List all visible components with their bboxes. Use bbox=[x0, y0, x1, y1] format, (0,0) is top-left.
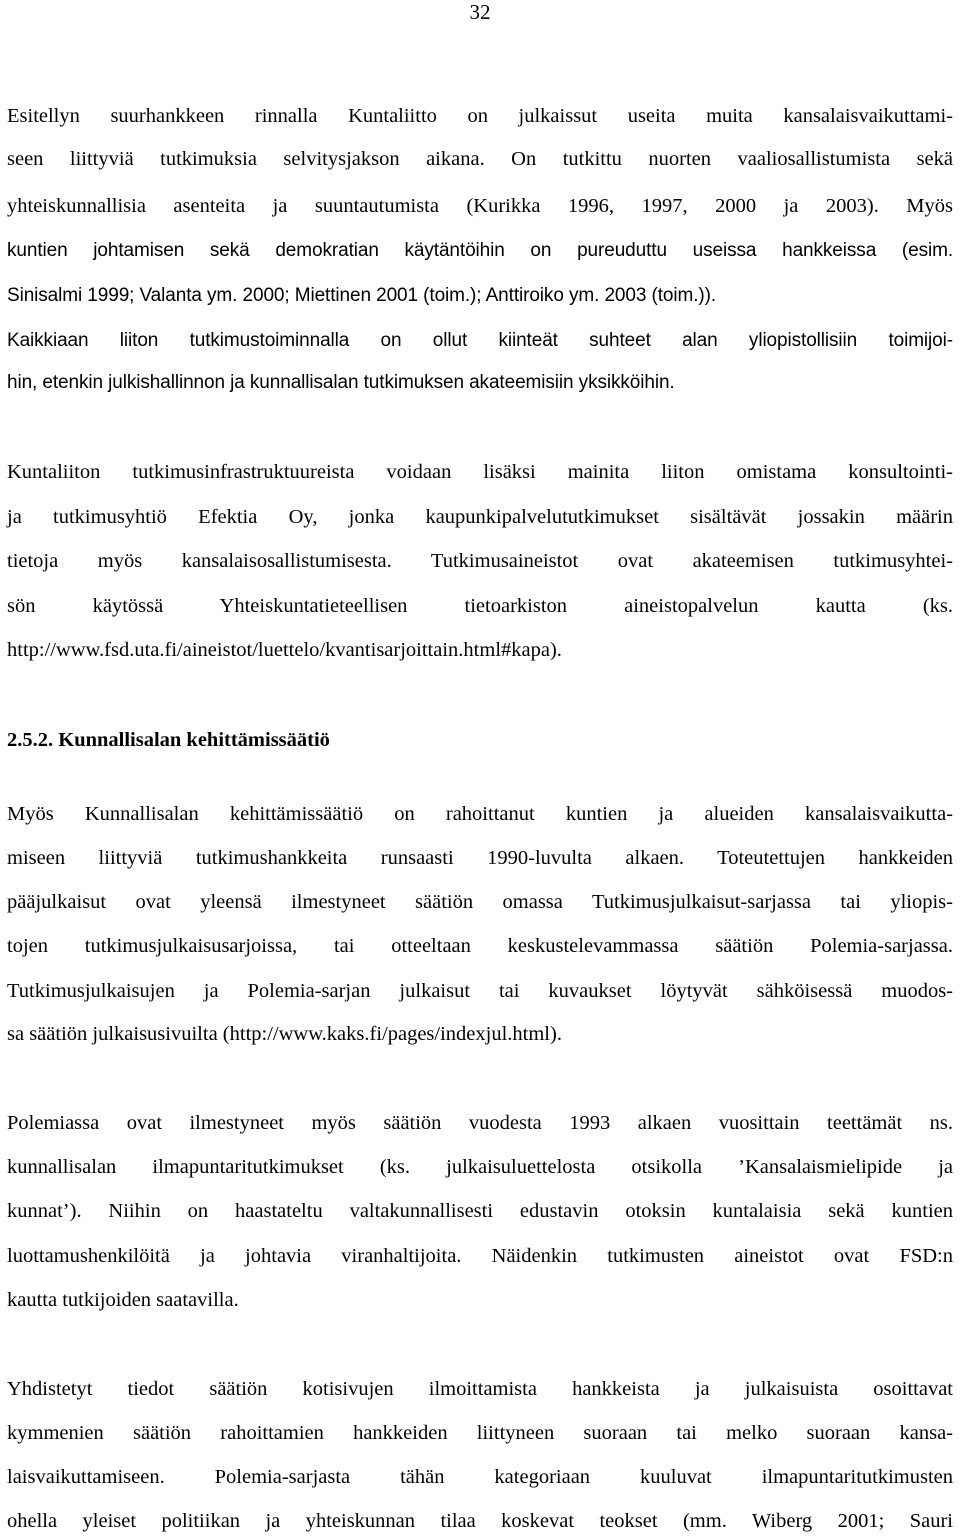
page-number: 32 bbox=[469, 0, 491, 24]
paragraph-line: kunnallisalan ilmapuntaritutkimukset (ks. julkaisuluettelosta otsikolla ’Kansalaismielipide ja bbox=[7, 1156, 953, 1178]
paragraph-line: Sinisalmi 1999; Valanta ym. 2000; Miettinen 2001 (toim.); Anttiroiko ym. 2003 (toim.)). bbox=[7, 285, 717, 306]
paragraph-line: kunnat’). Niihin on haastateltu valtakunnallisesti edustavin otoksin kuntalaisia sekä kuntien bbox=[7, 1200, 953, 1222]
paragraph-line: pääjulkaisut ovat yleensä ilmestyneet säätiön omassa Tutkimusjulkaisut-sarjassa tai yliopis- bbox=[7, 891, 953, 913]
paragraph-line: Esitellyn suurhankkeen rinnalla Kuntaliitto on julkaissut useita muita kansalaisvaikuttami- bbox=[7, 105, 953, 127]
paragraph-line: http://www.fsd.uta.fi/aineistot/luettelo/kvantisarjoittain.html#kapa). bbox=[7, 639, 562, 661]
paragraph-line: ohella yleiset politiikan ja yhteiskunnan tilaa koskevat teokset (mm. Wiberg 2001; Sauri bbox=[7, 1510, 953, 1532]
paragraph-line: hin, etenkin julkishallinnon ja kunnallisalan tutkimuksen akateemisiin yksikköihin. bbox=[7, 372, 675, 393]
paragraph-line: tietoja myös kansalaisosallistumisesta. Tutkimusaineistot ovat akateemisen tutkimusyhtei- bbox=[7, 550, 953, 572]
paragraph-line: sa säätiön julkaisusivuilta (http://www.kaks.fi/pages/indexjul.html). bbox=[7, 1023, 562, 1045]
paragraph-line: sön käytössä Yhteiskuntatieteellisen tietoarkiston aineistopalvelun kautta (ks. bbox=[7, 595, 953, 617]
paragraph-line: seen liittyviä tutkimuksia selvitysjakson aikana. On tutkittu nuorten vaaliosallistumista sekä bbox=[7, 148, 953, 170]
paragraph-line: Yhdistetyt tiedot säätiön kotisivujen ilmoittamista hankkeista ja julkaisuista osoittavat bbox=[7, 1378, 953, 1400]
paragraph-line: luottamushenkilöitä ja johtavia viranhaltijoita. Näidenkin tutkimusten aineistot ovat FSD:n bbox=[7, 1245, 953, 1267]
paragraph-line: yhteiskunnallisia asenteita ja suuntautumista (Kurikka 1996, 1997, 2000 ja 2003). Myös bbox=[7, 195, 953, 217]
paragraph-line: Myös Kunnallisalan kehittämissäätiö on rahoittanut kuntien ja alueiden kansalaisvaikutta- bbox=[7, 803, 953, 825]
section-heading: 2.5.2. Kunnallisalan kehittämissäätiö bbox=[7, 729, 330, 751]
paragraph-line: kymmenien säätiön rahoittamien hankkeiden liittyneen suoraan tai melko suoraan kansa- bbox=[7, 1422, 953, 1444]
paragraph-line: Tutkimusjulkaisujen ja Polemia-sarjan julkaisut tai kuvaukset löytyvät sähköisessä muodos- bbox=[7, 980, 953, 1002]
paragraph-line: tojen tutkimusjulkaisusarjoissa, tai otteeltaan keskustelevammassa säätiön Polemia-sarjassa. bbox=[7, 935, 953, 957]
paragraph-line: kuntien johtamisen sekä demokratian käytäntöihin on pureuduttu useissa hankkeissa (esim. bbox=[7, 240, 953, 261]
paragraph-line: kautta tutkijoiden saatavilla. bbox=[7, 1289, 239, 1311]
paragraph-line: Polemiassa ovat ilmestyneet myös säätiön vuodesta 1993 alkaen vuosittain teettämät ns. bbox=[7, 1112, 953, 1134]
paragraph-line: miseen liittyviä tutkimushankkeita runsaasti 1990-luvulta alkaen. Toteutettujen hankkeiden bbox=[7, 847, 953, 869]
paragraph-line: ja tutkimusyhtiö Efektia Oy, jonka kaupunkipalvelututkimukset sisältävät jossakin määrin bbox=[7, 506, 953, 528]
paragraph-line: Kuntaliiton tutkimusinfrastruktuureista voidaan lisäksi mainita liiton omistama konsultointi- bbox=[7, 461, 953, 483]
paragraph-line: Kaikkiaan liiton tutkimustoiminnalla on ollut kiinteät suhteet alan yliopistollisiin toimijoi- bbox=[7, 330, 953, 351]
paragraph-line: laisvaikuttamiseen. Polemia-sarjasta tähän kategoriaan kuuluvat ilmapuntaritutkimusten bbox=[7, 1466, 953, 1488]
